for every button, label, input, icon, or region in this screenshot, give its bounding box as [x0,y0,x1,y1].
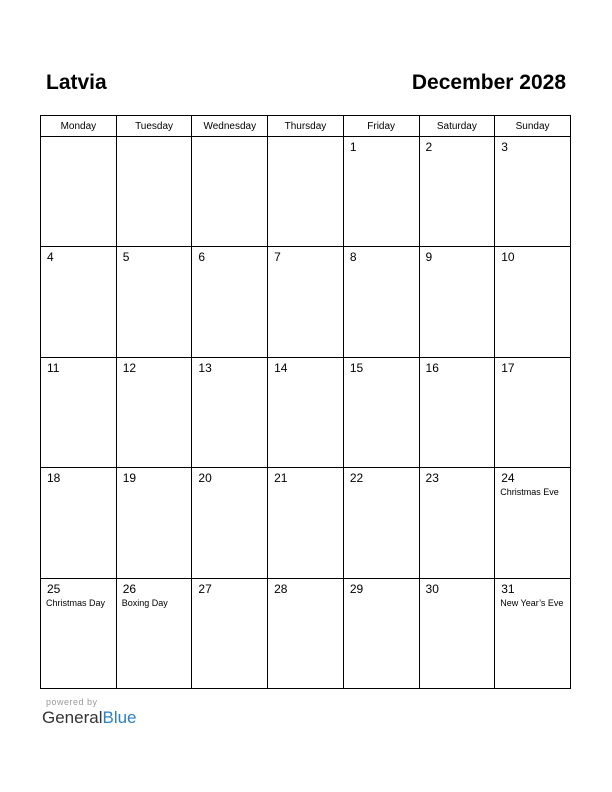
holiday-label: Christmas Eve [500,487,559,498]
weekday-header: Monday [41,116,117,137]
holiday-label: Christmas Day [46,597,106,608]
day-cell [343,247,419,357]
holiday-label: Boxing Day [121,597,168,608]
day-number: 1 [349,140,357,154]
day-number: 4 [47,250,54,265]
week-row [41,247,571,357]
day-cell [419,137,495,247]
day-number: 6 [198,250,206,265]
day-number: 16 [425,360,439,375]
powered-by-label: powered by [46,697,98,707]
day-cell [41,137,117,247]
generalblue-logo [42,708,137,728]
country-title: Latvia [46,71,107,94]
day-number: 20 [198,471,212,486]
day-number: 27 [198,581,212,596]
day-number: 24 [501,471,515,486]
day-number: 10 [501,250,515,265]
weekday-header-row [41,116,571,137]
day-cell [41,468,117,578]
day-number: 21 [274,471,288,486]
day-number: 17 [501,360,515,375]
day-number: 5 [122,250,130,265]
day-number: 15 [349,360,364,375]
day-number: 22 [349,471,364,486]
day-cell [192,247,268,357]
day-cell [192,578,268,688]
day-cell [419,247,495,357]
day-number: 28 [274,581,288,596]
weekday-header: Wednesday [192,116,268,137]
day-cell [343,357,419,467]
day-number: 3 [501,140,508,154]
day-cell [495,137,571,247]
day-cell [41,357,117,467]
day-cell [495,578,571,688]
month-title: December 2028 [411,71,566,94]
day-cell [192,468,268,578]
week-row [41,468,571,578]
day-cell [495,357,571,467]
day-number: 9 [425,250,433,265]
day-cell [116,247,192,357]
day-cell [268,578,344,688]
week-row [41,578,571,688]
day-cell [268,247,344,357]
day-number: 11 [47,360,60,375]
day-number: 12 [122,360,137,375]
day-cell [495,247,571,357]
day-number: 29 [349,581,364,596]
day-number: 8 [349,250,357,265]
day-cell [268,357,344,467]
day-number: 18 [47,471,61,486]
day-number: 30 [425,581,439,596]
day-number: 7 [274,250,281,265]
day-cell [116,468,192,578]
day-cell [343,468,419,578]
weekday-header: Thursday [268,116,344,137]
weekday-header: Sunday [495,116,571,137]
day-cell [192,137,268,247]
day-cell [268,468,344,578]
weekday-header: Friday [343,116,419,137]
day-cell [192,357,268,467]
day-number: 14 [274,360,288,375]
holiday-label: New Year’s Eve [500,597,564,608]
day-number: 26 [122,581,137,596]
day-cell [41,247,117,357]
day-number: 23 [425,471,439,486]
week-row [41,357,571,467]
week-row [41,137,571,247]
calendar-body [41,137,571,689]
calendar-grid [40,115,571,689]
day-cell [495,468,571,578]
day-number: 2 [425,140,433,154]
day-cell [343,137,419,247]
day-number: 31 [501,581,515,596]
day-cell [419,578,495,688]
day-cell [343,578,419,688]
day-cell [419,357,495,467]
day-number: 19 [122,471,137,486]
day-number: 13 [198,360,212,375]
day-cell [116,357,192,467]
weekday-header: Saturday [419,116,495,137]
weekday-header: Tuesday [116,116,192,137]
logo-blue-text: Blue [102,708,137,727]
day-number: 25 [47,581,61,596]
day-cell [116,137,192,247]
day-cell [116,578,192,688]
day-cell [268,137,344,247]
logo-general-text: General [42,708,103,727]
day-cell [419,468,495,578]
day-cell [41,578,117,688]
